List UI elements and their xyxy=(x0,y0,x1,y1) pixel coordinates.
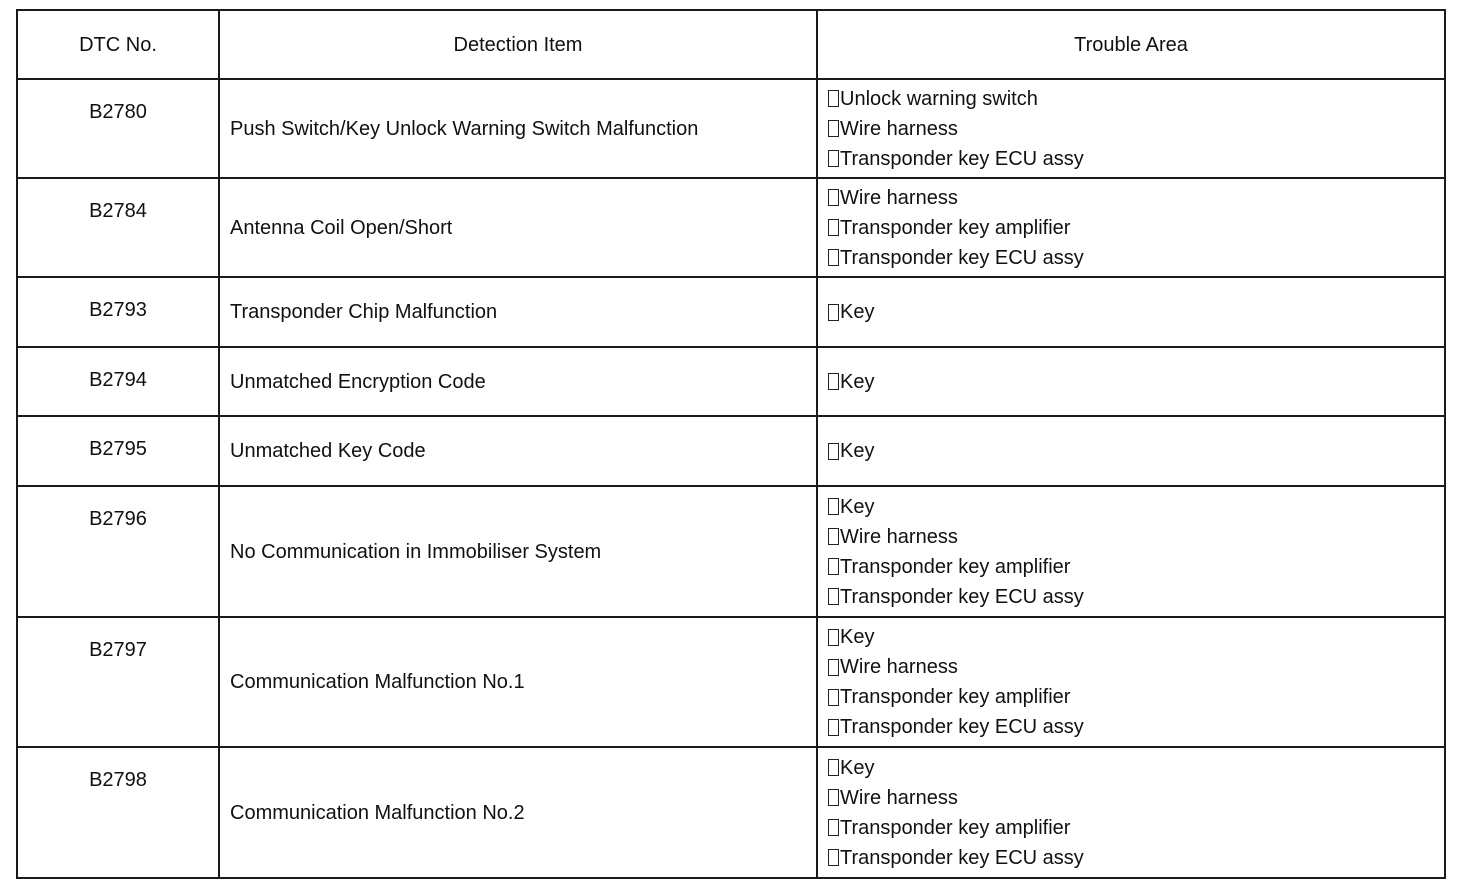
trouble-area-text: Transponder key amplifier xyxy=(840,816,1071,839)
trouble-area-text: Wire harness xyxy=(840,117,958,140)
detection-item-cell: Communication Malfunction No.1 xyxy=(219,617,817,747)
square-bullet-icon xyxy=(828,719,839,736)
dtc-code-cell: B2798 xyxy=(17,747,219,878)
trouble-area-item xyxy=(828,652,1444,682)
detection-item-cell: No Communication in Immobiliser System xyxy=(219,486,817,617)
trouble-area-text: Transponder key ECU assy xyxy=(840,716,1084,738)
square-bullet-icon xyxy=(828,659,839,676)
trouble-area-item xyxy=(828,783,1444,813)
table-body xyxy=(17,79,1445,878)
square-bullet-icon xyxy=(828,304,839,321)
trouble-area-item xyxy=(828,843,1444,873)
dtc-code-cell: B2795 xyxy=(17,416,219,486)
trouble-area-item xyxy=(828,522,1444,552)
trouble-area-text: Transponder key ECU assy xyxy=(840,147,1084,170)
trouble-area-text: Key xyxy=(840,495,875,518)
detection-item-cell: Transponder Chip Malfunction xyxy=(219,277,817,347)
trouble-area-text: Key xyxy=(840,440,875,462)
table-header xyxy=(17,10,1445,79)
trouble-area-text: Key xyxy=(840,756,875,779)
trouble-area-item xyxy=(828,213,1444,243)
trouble-area-item xyxy=(828,582,1444,612)
trouble-area-item xyxy=(828,243,1444,273)
trouble-area-item xyxy=(828,552,1444,582)
dtc-table xyxy=(16,9,1446,879)
table-row xyxy=(17,617,1445,747)
trouble-area-item xyxy=(828,114,1444,144)
header-dtc-no: DTC No. xyxy=(17,10,219,79)
detection-item-cell: Unmatched Key Code xyxy=(219,416,817,486)
trouble-area-item xyxy=(828,682,1444,712)
square-bullet-icon xyxy=(828,689,839,706)
dtc-code-cell: B2797 xyxy=(17,617,219,747)
trouble-area-cell xyxy=(817,277,1445,347)
square-bullet-icon xyxy=(828,558,839,575)
table-row xyxy=(17,416,1445,486)
trouble-area-cell xyxy=(817,79,1445,178)
square-bullet-icon xyxy=(828,150,839,167)
detection-item-cell: Push Switch/Key Unlock Warning Switch Malfunction xyxy=(219,79,817,178)
trouble-area-text: Key xyxy=(840,626,875,648)
trouble-area-cell xyxy=(817,178,1445,277)
square-bullet-icon xyxy=(828,120,839,137)
header-detection-item: Detection Item xyxy=(219,10,817,79)
trouble-area-cell xyxy=(817,486,1445,617)
table-row xyxy=(17,178,1445,277)
detection-item-cell: Antenna Coil Open/Short xyxy=(219,178,817,277)
square-bullet-icon xyxy=(828,249,839,266)
square-bullet-icon xyxy=(828,443,839,460)
square-bullet-icon xyxy=(828,189,839,206)
table-row xyxy=(17,79,1445,178)
trouble-area-item xyxy=(828,813,1444,843)
square-bullet-icon xyxy=(828,90,839,107)
trouble-area-text: Transponder key ECU assy xyxy=(840,246,1084,269)
dtc-code-cell: B2796 xyxy=(17,486,219,617)
trouble-area-item xyxy=(828,712,1444,742)
trouble-area-item xyxy=(828,753,1444,783)
trouble-area-item xyxy=(828,297,1444,327)
trouble-area-text: Key xyxy=(840,301,875,323)
trouble-area-item xyxy=(828,492,1444,522)
header-row xyxy=(17,10,1445,79)
square-bullet-icon xyxy=(828,629,839,646)
square-bullet-icon xyxy=(828,373,839,390)
dtc-code-cell: B2794 xyxy=(17,347,219,416)
square-bullet-icon xyxy=(828,759,839,776)
trouble-area-text: Wire harness xyxy=(840,186,958,209)
trouble-area-text: Transponder key amplifier xyxy=(840,555,1071,578)
trouble-area-text: Wire harness xyxy=(840,656,958,678)
dtc-code-cell: B2793 xyxy=(17,277,219,347)
trouble-area-text: Wire harness xyxy=(840,525,958,548)
table-row xyxy=(17,486,1445,617)
table-row xyxy=(17,347,1445,416)
square-bullet-icon xyxy=(828,849,839,866)
square-bullet-icon xyxy=(828,789,839,806)
trouble-area-cell xyxy=(817,747,1445,878)
trouble-area-cell xyxy=(817,416,1445,486)
header-trouble-area: Trouble Area xyxy=(817,10,1445,79)
trouble-area-item xyxy=(828,436,1444,466)
trouble-area-item xyxy=(828,622,1444,652)
detection-item-cell: Communication Malfunction No.2 xyxy=(219,747,817,878)
square-bullet-icon xyxy=(828,588,839,605)
trouble-area-text: Transponder key amplifier xyxy=(840,686,1071,708)
square-bullet-icon xyxy=(828,819,839,836)
square-bullet-icon xyxy=(828,528,839,545)
detection-item-cell: Unmatched Encryption Code xyxy=(219,347,817,416)
dtc-code-cell: B2784 xyxy=(17,178,219,277)
table-row xyxy=(17,747,1445,878)
trouble-area-text: Key xyxy=(840,370,875,393)
trouble-area-text: Wire harness xyxy=(840,786,958,809)
trouble-area-item xyxy=(828,183,1444,213)
square-bullet-icon xyxy=(828,498,839,515)
trouble-area-cell xyxy=(817,617,1445,747)
trouble-area-text: Unlock warning switch xyxy=(840,87,1038,110)
trouble-area-item xyxy=(828,84,1444,114)
trouble-area-cell xyxy=(817,347,1445,416)
trouble-area-text: Transponder key ECU assy xyxy=(840,846,1084,869)
trouble-area-text: Transponder key ECU assy xyxy=(840,585,1084,608)
trouble-area-item xyxy=(828,367,1444,397)
trouble-area-item xyxy=(828,144,1444,174)
table-row xyxy=(17,277,1445,347)
square-bullet-icon xyxy=(828,219,839,236)
trouble-area-text: Transponder key amplifier xyxy=(840,216,1071,239)
dtc-code-cell: B2780 xyxy=(17,79,219,178)
